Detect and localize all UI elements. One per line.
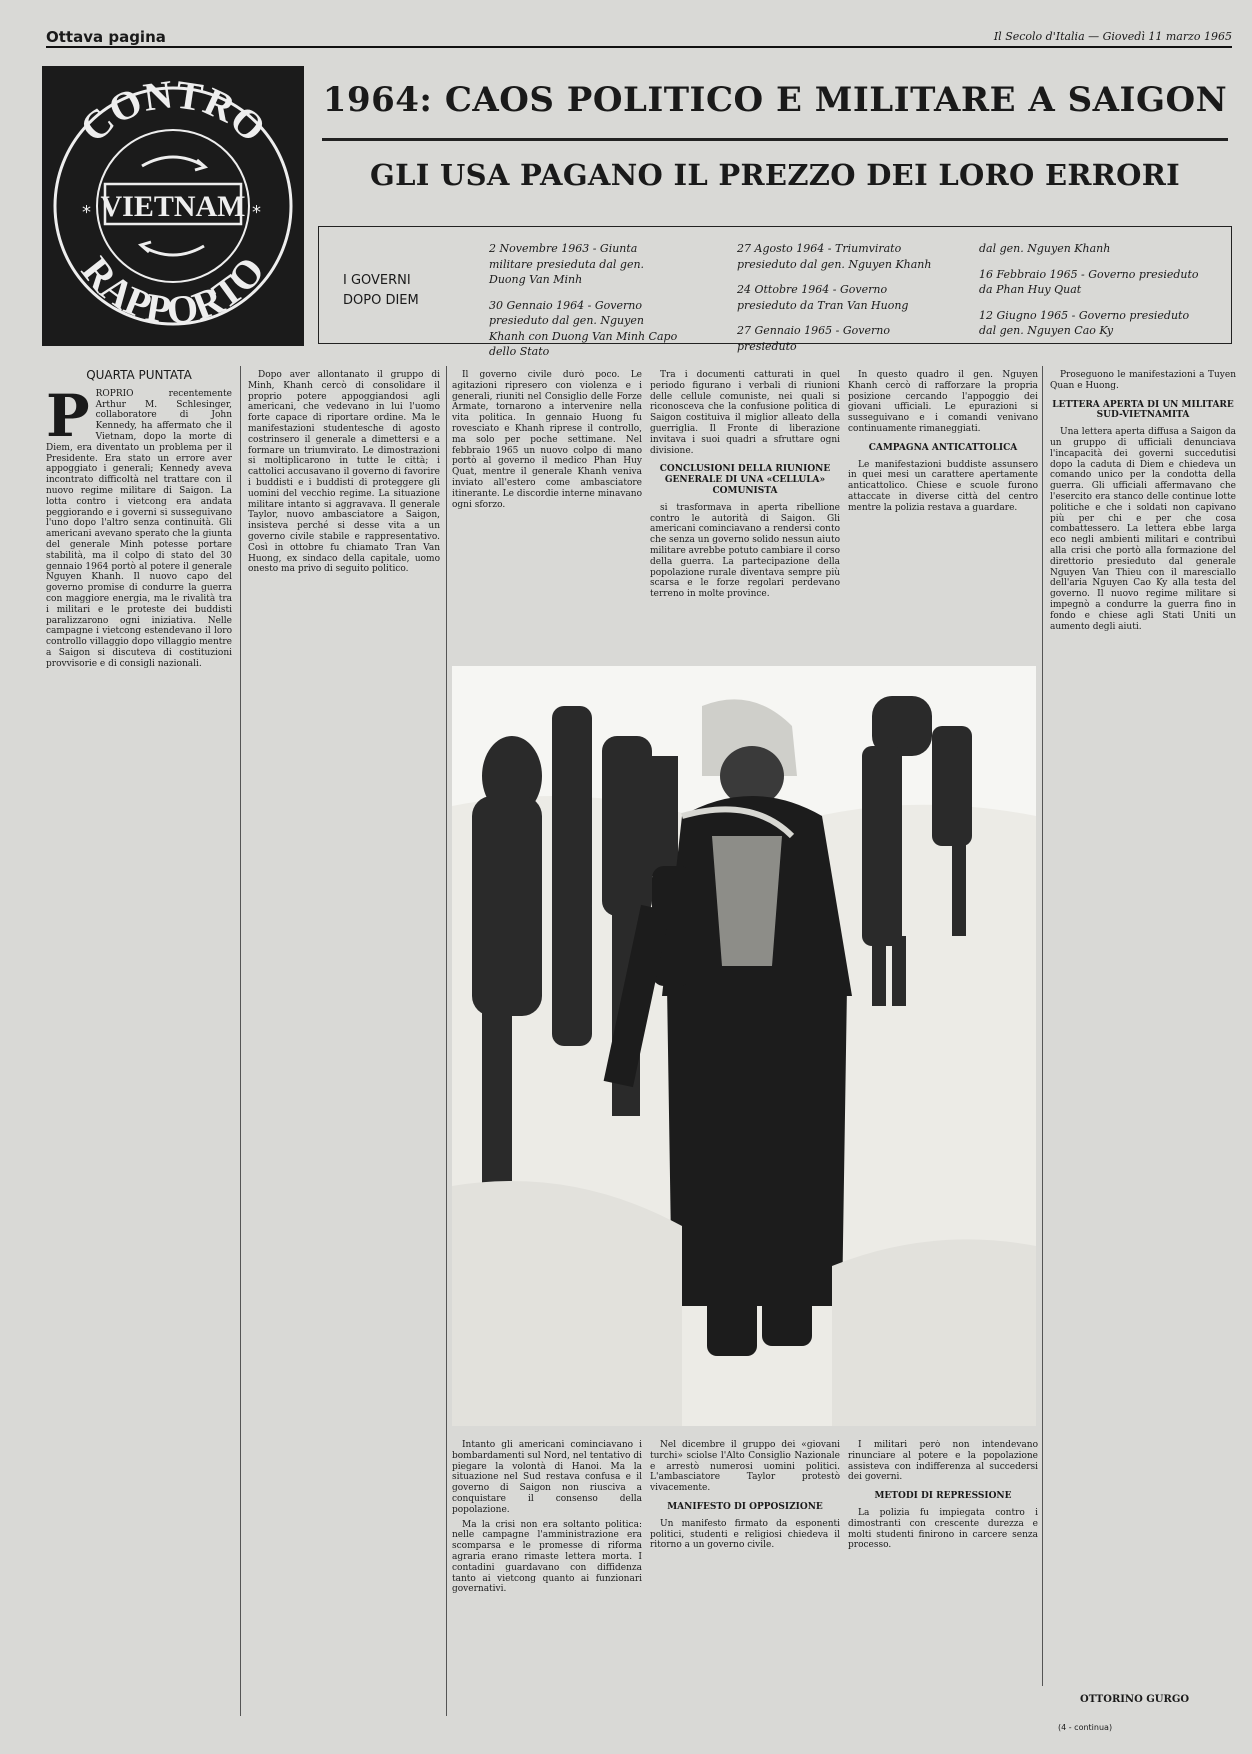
article-text: Intanto gli americani cominciavano i bombardamenti sul Nord, nel tentativo di piegare la volontà di Hanoi. Ma la situazione nel Sud restava confusa e il governo di Saigon non riusciva a conquistare il consenso della popolazione.: [452, 1440, 642, 1515]
drop-cap: P: [46, 381, 90, 450]
article-text: Le manifestazioni buddiste assunsero in quei mesi un carattere apertamente anticattolico. Chiese e scuole furono attaccate in diverse città del centro mentre la polizia restava a guardare.: [848, 459, 1038, 513]
article-column-1: [46, 370, 232, 1700]
article-text: si trasformava in aperta ribellione contro le autorità di Saigon. Gli americani cominciavano a rendersi conto che senza un governo solido nessun aiuto militare avrebbe potuto cambiare il corso della guerra. La partecipazione della popolazione rurale diventava sempre più scarsa e le forze regolari perdevano terreno in molte province.: [650, 502, 840, 600]
column-rule: [446, 366, 447, 1716]
article-subhead: CAMPAGNA ANTICATTOLICA: [868, 442, 1018, 453]
svg-text:*: *: [252, 202, 261, 223]
svg-text:CONTRO: [71, 71, 275, 150]
government-entry: 16 Febbraio 1965 - Governo presieduto da Phan Huy Quat: [979, 267, 1199, 296]
government-entry: 27 Gennaio 1965 - Governo presieduto: [737, 324, 890, 353]
governments-col-1: [489, 241, 679, 370]
svg-text:*: *: [82, 202, 91, 223]
article-column-6: [1050, 370, 1236, 1688]
logo-top-text: CONTRO: [71, 71, 275, 151]
government-entry: 27 Agosto 1964 - Triumvirato presieduto dal gen. Nguyen Khanh: [737, 242, 932, 271]
column-rule: [240, 366, 241, 1716]
article-text: Tra i documenti catturati in quel periodo figurano i verbali di riunioni delle cellule comuniste, nei quali si riconosceva che la confusione politica di Saigon costituiva il miglior alleato della guerriglia. Il Fronte di liberazione invitava i suoi quadri a sfruttare ogni divisione.: [650, 370, 840, 456]
headline-secondary: GLI USA PAGANO IL PREZZO DEI LORO ERRORI: [370, 158, 1180, 192]
article-column-4: [650, 370, 840, 650]
article-text: Una lettera aperta diffusa a Saigon da un gruppo di ufficiali denunciava l'incapacità dei governi succedutisi dopo la caduta di Diem e chiedeva un comando unico per la condotta della guerra. Gli ufficiali affermavano che l'esercito era stanco delle continue lotte politiche e che i soldati non capivano più per chi e per che cosa combattessero. La lettera ebbe larga eco negli ambienti militari e contribuì alla crisi che portò alla formazione del direttorio presieduto dal generale Nguyen Van Thieu con il maresciallo dell'aria Nguyen Cao Ky alla testa del governo. Il nuovo regime militare si impegnò a condurre la guerra fino in fondo e chiese agli Stati Uniti un aumento degli aiuti.: [1050, 427, 1236, 632]
article-text: I militari però non intendevano rinunciare al potere e la popolazione assisteva con indifferenza al succedersi dei governi.: [848, 1440, 1038, 1483]
government-entry: dal gen. Nguyen Khanh: [979, 242, 1111, 255]
governments-col-3: [979, 241, 1209, 349]
article-text: ROPRIO recentemente Arthur M. Schlesinger, collaboratore di John Kennedy, ha affermato che il Vietnam, dopo la morte di Diem, era diventato un problema per il Presidente. Era stato un errore aver appoggiato i generali; Kennedy aveva incontrato difficoltà nel trattare con il nuovo regime militare di Saigon. La lotta contro i vietcong era andata peggiorando e i governi si susseguivano l'uno dopo l'altro senza continuità. Gli americani avevano sperato che la giunta del generale Minh potesse portare stabilità, ma il colpo di stato del 30 gennaio 1964 portò al potere il generale Nguyen Khanh. Il nuovo capo del governo promise di condurre la guerra con maggiore energia, ma le rivalità tra i militari e le proteste dei buddisti paralizzarono ogni iniziativa. Nelle campagne i vietcong estendevano il loro controllo villaggio dopo villaggio mentre a Saigon si discuteva di costituzioni provvisorie e di consigli nazionali.: [46, 388, 232, 669]
article-subhead: METODI DI REPRESSIONE: [874, 1491, 1012, 1502]
article-subhead: MANIFESTO DI OPPOSIZIONE: [667, 1501, 823, 1512]
svg-text:RAPPORTO: [73, 248, 273, 333]
article-text: La polizia fu impiegata contro i dimostranti con crescente durezza e molti studenti finirono in carcere senza processo.: [848, 1507, 1038, 1551]
article-text: Nel dicembre il gruppo dei «giovani turchi» sciolse l'Alto Consiglio Nazionale e arrestò numerosi uomini politici. L'ambasciatore Taylor protestò vivacemente.: [650, 1440, 840, 1494]
article-column-2: [248, 370, 440, 1700]
article-subhead: CONCLUSIONI DELLA RIUNIONE GENERALE DI UNA «CELLULA» COMUNISTA: [659, 464, 831, 496]
governments-label: I GOVERNI DOPO DIEM: [343, 273, 419, 308]
section-label: Ottava pagina: [46, 28, 166, 46]
news-photo: [452, 666, 1036, 1426]
logo-middle-text: VIETNAM: [100, 190, 246, 223]
article-text: Proseguono le manifestazioni a Tuyen Quan e Huong.: [1050, 370, 1236, 391]
running-head: [46, 28, 1232, 48]
article-bottom-2: [650, 1440, 840, 1710]
article-text: Ma la crisi non era soltanto politica: nelle campagne l'amministrazione era scomparsa e le promesse di riforma agraria erano rimaste lettera morta. I contadini guardavano con diffidenza tanto ai vietcong quanto ai funzionari governativi.: [452, 1519, 642, 1595]
headline-divider: [322, 138, 1228, 141]
soldiers-photo-icon: [452, 666, 1036, 1426]
government-entry: 12 Giugno 1965 - Governo presieduto dal gen. Nguyen Cao Ky: [979, 308, 1190, 337]
government-entry: 24 Ottobre 1964 - Governo presieduto da Tran Van Huong: [737, 283, 909, 312]
contro-rapporto-logo: [42, 66, 304, 346]
article-bottom-3: [848, 1440, 1038, 1710]
article-text: Un manifesto firmato da esponenti politici, studenti e religiosi chiedeva il ritorno a un governo civile.: [650, 1518, 840, 1551]
issue-date: Il Secolo d'Italia — Giovedì 11 marzo 1965: [993, 30, 1232, 43]
article-bottom-1: [452, 1440, 642, 1710]
governments-box: [318, 226, 1232, 358]
author-signature: OTTORINO GURGO: [1080, 1694, 1190, 1705]
government-entry: 30 Gennaio 1964 - Governo presieduto dal gen. Nguyen Khanh con Duong Van Minh Capo dello Stato: [489, 298, 678, 358]
article-kicker: QUARTA PUNTATA: [86, 370, 192, 382]
headline-primary: 1964: CAOS POLITICO E MILITARE A SAIGON: [322, 80, 1228, 120]
continued-note: (4 - continua): [1058, 1723, 1113, 1732]
article-text: Il governo civile durò poco. Le agitazioni ripresero con violenza e i generali, riuniti nel Consiglio delle Forze Armate, tornarono a intervenire nella vita politica. In gennaio Huong fu rovesciato e Khanh riprese il controllo, ma solo per poche settimane. Nel febbraio 1965 un nuovo colpo di mano portò al governo il medico Phan Huy Quat, mentre il generale Khanh veniva inviato all'estero come ambasciatore itinerante. Le discordie interne minavano ogni sforzo.: [452, 370, 642, 510]
article-subhead: LETTERA APERTA DI UN MILITARE SUD-VIETNAMITA: [1052, 399, 1234, 421]
logo-bottom-text: RAPPORTO: [72, 248, 274, 333]
article-text: In questo quadro il gen. Nguyen Khanh cercò di rafforzare la propria posizione cercando l'appoggio dei giovani ufficiali. Le epurazioni si susseguivano e i comandi venivano continuamente rimaneggiati.: [848, 370, 1038, 434]
government-entry: 2 Novembre 1963 - Giunta militare presieduta dal gen. Duong Van Minh: [489, 242, 645, 286]
logo-seal-icon: [42, 66, 304, 346]
article-text: Dopo aver allontanato il gruppo di Minh, Khanh cercò di consolidare il proprio potere appoggiandosi agli americani, che vedevano in lui l'uomo forte capace di riportare ordine. Ma le manifestazioni studentesche di agosto costrinsero il generale a dimettersi e a formare un triumvirato. Le dimostrazioni si moltiplicarono in tutte le città; i cattolici accusavano il governo di favorire i buddisti e i buddisti di proteggere gli uomini del vecchio regime. La situazione militare intanto si aggravava. Il generale Taylor, nuovo ambasciatore a Saigon, insisteva perché si desse vita a un governo civile stabile e rappresentativo. Così in ottobre fu chiamato Tran Van Huong, ex sindaco della capitale, uomo onesto ma privo di seguito politico.: [248, 370, 440, 575]
article-column-5: [848, 370, 1038, 650]
article-column-3: [452, 370, 642, 650]
governments-col-2: [737, 241, 947, 364]
column-rule: [1042, 366, 1043, 1686]
